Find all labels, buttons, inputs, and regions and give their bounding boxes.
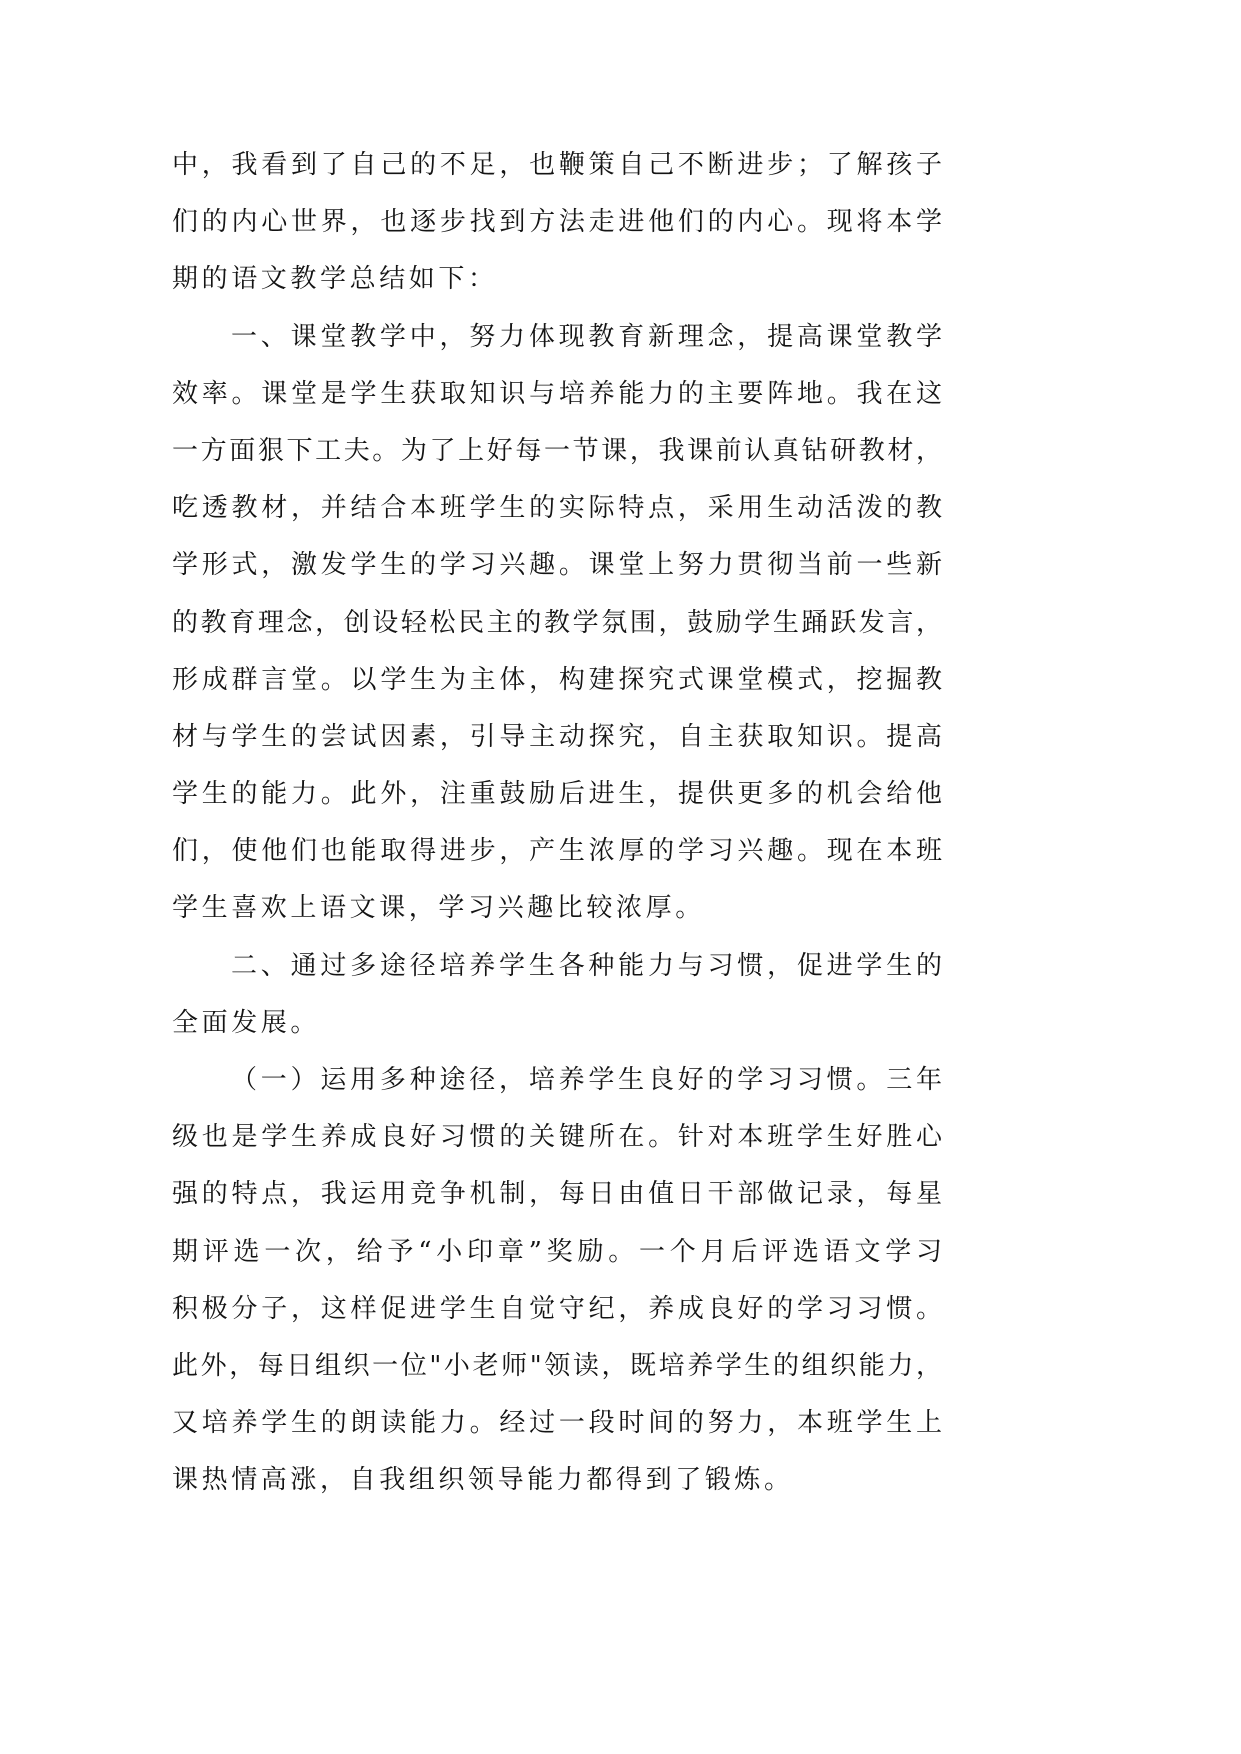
text-line: 强的特点，我运用竞争机制，每日由值日干部做记录，每星 — [172, 1179, 942, 1210]
text-line: 们，使他们也能取得进步，产生浓厚的学习兴趣。现在本班 — [172, 836, 942, 867]
text-line: 一方面狠下工夫。为了上好每一节课，我课前认真钻研教材， — [172, 435, 942, 466]
text-line: 期的语文教学总结如下： — [172, 264, 498, 295]
text-line: 形成群言堂。以学生为主体，构建探究式课堂模式，挖掘教 — [172, 664, 942, 695]
text-line: 中，我看到了自己的不足，也鞭策自己不断进步；了解孩子 — [172, 150, 942, 180]
text-line: 效率。课堂是学生获取知识与培养能力的主要阵地。我在这 — [172, 378, 942, 409]
text-line: 积极分子，这样促进学生自觉守纪，养成良好的学习习惯。 — [172, 1293, 942, 1324]
paragraph-subsection-one — [172, 1052, 942, 1510]
paragraph-section-two — [172, 938, 942, 1052]
text-line: 级也是学生养成良好习惯的关键所在。针对本班学生好胜心 — [172, 1122, 942, 1153]
text-line: 课热情高涨，自我组织领导能力都得到了锻炼。 — [172, 1465, 794, 1496]
text-line: 的教育理念，创设轻松民主的教学氛围，鼓励学生踊跃发言， — [172, 607, 942, 638]
text-line: 们的内心世界，也逐步找到方法走进他们的内心。现将本学 — [172, 207, 942, 238]
text-line: 一、课堂教学中，努力体现教育新理念，提高课堂教学 — [231, 321, 942, 352]
text-line: 学生的能力。此外，注重鼓励后进生，提供更多的机会给他 — [172, 779, 942, 810]
text-line: 二、通过多途径培养学生各种能力与习惯，促进学生的 — [231, 950, 942, 981]
text-line: 全面发展。 — [172, 1007, 321, 1038]
text-line: 学生喜欢上语文课，学习兴趣比较浓厚。 — [172, 893, 705, 924]
paragraph-section-one — [172, 309, 942, 938]
text-line: 学形式，激发学生的学习兴趣。课堂上努力贯彻当前一些新 — [172, 550, 942, 581]
text-line: 此外，每日组织一位"小老师"领读，既培养学生的组织能力， — [172, 1350, 942, 1381]
text-line: 吃透教材，并结合本班学生的实际特点，采用生动活泼的教 — [172, 493, 942, 524]
text-line: 又培养学生的朗读能力。经过一段时间的努力，本班学生上 — [172, 1408, 942, 1439]
text-line: （一）运用多种途径，培养学生良好的学习习惯。三年 — [231, 1065, 942, 1095]
text-line: 期评选一次，给予“小印章”奖励。一个月后评选语文学习 — [172, 1236, 942, 1267]
document-body — [172, 137, 942, 1510]
paragraph-intro-continuation — [172, 137, 942, 309]
text-line: 材与学生的尝试因素，引导主动探究，自主获取知识。提高 — [172, 721, 942, 752]
